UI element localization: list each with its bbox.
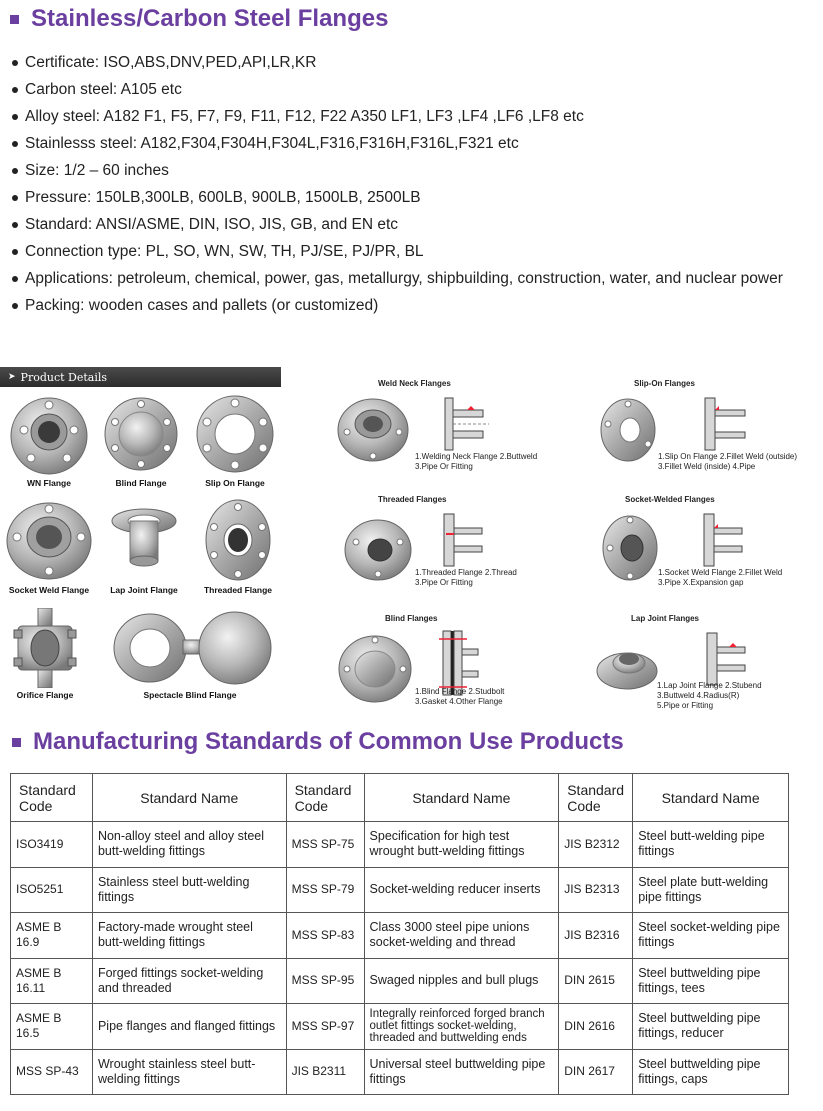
table-row <box>11 867 789 913</box>
diagram-desc: 1.Welding Neck Flange 2.Buttweld <box>415 452 538 461</box>
spec-item: Connection type: PL, SO, WN, SW, TH, PJ/SE, PJ/PR, BL <box>12 238 802 265</box>
table-cell: ISO3419 <box>11 822 93 868</box>
diagram-weld-neck <box>333 376 573 481</box>
section-title-standards <box>12 726 624 758</box>
diagram-blind <box>335 611 580 716</box>
table-cell: Pipe flanges and flanged fittings <box>92 1004 286 1050</box>
col-header: Standard Name <box>633 774 789 822</box>
table-cell: Factory-made wrought steel butt-welding fittings <box>92 913 286 959</box>
wn-flange-icon <box>9 392 89 476</box>
spec-item: Packing: wooden cases and pallets (or customized) <box>12 292 802 319</box>
table-cell: MSS SP-83 <box>286 913 364 959</box>
flanges-title: Stainless/Carbon Steel Flanges <box>31 5 389 32</box>
table-cell: JIS B2311 <box>286 1049 364 1095</box>
slip-on-diagram-flange-icon <box>598 394 658 464</box>
diagram-title: Lap Joint Flanges <box>631 614 700 623</box>
slip-on-section-icon <box>701 396 751 452</box>
col-header: Standard Name <box>92 774 286 822</box>
diagram-socket-welded <box>600 492 822 597</box>
table-cell: Socket-welding reducer inserts <box>364 867 559 913</box>
arrow-right-icon: ➤ <box>8 372 16 382</box>
table-cell: Steel butt-welding pipe fittings <box>633 822 789 868</box>
table-cell: Swaged nipples and bull plugs <box>364 958 559 1004</box>
table-header-row <box>11 774 789 822</box>
table-cell: Integrally reinforced forged branch outlet fittings socket-welding, threaded and buttwelding ends <box>364 1004 559 1050</box>
spec-item: Carbon steel: A105 etc <box>12 76 802 103</box>
col-header: Standard Code <box>286 774 364 822</box>
product-label: Spectacle Blind Flange <box>143 690 237 700</box>
product-label: Slip On Flange <box>205 478 265 488</box>
table-cell: DIN 2617 <box>559 1049 633 1095</box>
table-row <box>11 822 789 868</box>
table-cell: Steel socket-welding pipe fittings <box>633 913 789 959</box>
threaded-section-icon <box>440 512 490 568</box>
spec-item: Certificate: ISO,ABS,DNV,PED,API,LR,KR <box>12 49 802 76</box>
spectacle-blind-flange-icon <box>105 608 275 688</box>
table-cell: DIN 2616 <box>559 1004 633 1050</box>
product-details-label: Product Details <box>20 370 108 384</box>
diagram-desc: 1.Slip On Flange 2.Fillet Weld (outside) <box>658 452 798 461</box>
diagram-desc: 3.Fillet Weld (inside) 4.Pipe <box>658 462 756 471</box>
product-label: Orifice Flange <box>16 690 74 700</box>
table-cell: Steel buttwelding pipe fittings, reducer <box>633 1004 789 1050</box>
table-cell: Forged fittings socket-welding and threaded <box>92 958 286 1004</box>
product-spectacle-blind-flange <box>95 608 285 700</box>
diagram-desc: 1.Blind Flange 2.Studbolt <box>415 687 505 696</box>
blind-flange-icon <box>101 392 181 476</box>
blind-diagram-flange-icon <box>337 629 415 705</box>
product-label: WN Flange <box>27 478 71 488</box>
spec-item: Applications: petroleum, chemical, power, gas, metallurgy, shipbuilding, construction, water, and nuclear power <box>12 265 802 292</box>
table-cell: ISO5251 <box>11 867 93 913</box>
diagram-desc: 1.Lap Joint Flange 2.Stubend <box>657 681 762 690</box>
lap-joint-section-icon <box>703 631 753 687</box>
threaded-flange-icon <box>202 497 274 583</box>
product-threaded-flange <box>192 497 284 595</box>
col-header: Standard Name <box>364 774 559 822</box>
socket-weld-flange-icon <box>3 497 95 583</box>
table-cell: ASME B 16.11 <box>11 958 93 1004</box>
table-cell: Specification for high test wrought butt-welding fittings <box>364 822 559 868</box>
product-label: Socket Weld Flange <box>8 585 90 595</box>
diagram-title: Weld Neck Flanges <box>378 379 451 388</box>
diagram-desc: 3.Pipe X.Expansion gap <box>658 578 744 587</box>
table-cell: Wrought stainless steel butt-welding fittings <box>92 1049 286 1095</box>
slip-on-flange-icon <box>195 392 275 476</box>
product-label: Lap Joint Flange <box>110 585 178 595</box>
table-cell: Class 3000 steel pipe unions socket-welding and thread <box>364 913 559 959</box>
diagram-desc: 3.Gasket 4.Other Flange <box>415 697 503 706</box>
lap-joint-flange-icon <box>102 497 186 583</box>
table-row <box>11 913 789 959</box>
diagram-title: Blind Flanges <box>385 614 438 623</box>
spec-item: Pressure: 150LB,300LB, 600LB, 900LB, 1500LB, 2500LB <box>12 184 802 211</box>
diagram-title: Threaded Flanges <box>378 495 447 504</box>
table-cell: JIS B2316 <box>559 913 633 959</box>
product-wn-flange <box>3 392 95 488</box>
table-row <box>11 1004 789 1050</box>
socket-welded-diagram-flange-icon <box>600 510 660 582</box>
product-socket-weld-flange <box>0 497 98 595</box>
product-details-bar <box>0 367 281 387</box>
diagram-desc: 3.Pipe Or Fitting <box>415 578 473 587</box>
spec-item: Size: 1/2 – 60 inches <box>12 157 802 184</box>
table-cell: JIS B2312 <box>559 822 633 868</box>
product-orifice-flange <box>3 608 87 700</box>
diagram-title: Slip-On Flanges <box>634 379 695 388</box>
table-cell: MSS SP-79 <box>286 867 364 913</box>
section-title-flanges <box>10 4 388 34</box>
orifice-flange-icon <box>10 608 80 688</box>
table-cell: DIN 2615 <box>559 958 633 1004</box>
weld-neck-flange-icon <box>335 394 415 464</box>
product-lap-joint-flange <box>98 497 190 595</box>
diagram-desc: 5.Pipe or Fitting <box>657 701 714 710</box>
table-cell: MSS SP-97 <box>286 1004 364 1050</box>
diagram-desc: 1.Socket Weld Flange 2.Fillet Weld <box>658 568 783 577</box>
diagram-desc: 3.Pipe Or Fitting <box>415 462 473 471</box>
spec-item: Stainlesss steel: A182,F304,F304H,F304L,F316,F316H,F316L,F321 etc <box>12 130 802 157</box>
product-label: Threaded Flange <box>203 585 272 595</box>
table-row <box>11 1049 789 1095</box>
col-header: Standard Code <box>11 774 93 822</box>
table-cell: Steel plate butt-welding pipe fittings <box>633 867 789 913</box>
diagram-threaded <box>340 492 580 597</box>
table-cell: ASME B 16.9 <box>11 913 93 959</box>
diagram-desc: 3.Buttweld 4.Radius(R) <box>657 691 740 700</box>
table-cell: ASME B 16.5 <box>11 1004 93 1050</box>
product-slip-on-flange <box>189 392 281 488</box>
product-blind-flange <box>95 392 187 488</box>
lap-joint-diagram-flange-icon <box>595 633 659 693</box>
diagram-slip-on <box>596 376 821 481</box>
table-cell: Non-alloy steel and alloy steel butt-welding fittings <box>92 822 286 868</box>
table-row <box>11 958 789 1004</box>
table-cell: Steel buttwelding pipe fittings, caps <box>633 1049 789 1095</box>
bullet-square-icon <box>12 738 21 747</box>
threaded-diagram-flange-icon <box>342 512 414 584</box>
table-cell: Universal steel buttwelding pipe fittings <box>364 1049 559 1095</box>
table-cell: MSS SP-75 <box>286 822 364 868</box>
table-cell: Stainless steel butt-welding fittings <box>92 867 286 913</box>
product-label: Blind Flange <box>115 478 167 488</box>
diagram-desc: 1.Threaded Flange 2.Thread <box>415 568 517 577</box>
weld-neck-section-icon <box>441 396 491 452</box>
table-cell: JIS B2313 <box>559 867 633 913</box>
standards-title: Manufacturing Standards of Common Use Products <box>33 728 624 755</box>
diagram-title: Socket-Welded Flanges <box>625 495 715 504</box>
socket-welded-section-icon <box>700 512 750 568</box>
bullet-square-icon <box>10 15 19 24</box>
table-cell: MSS SP-95 <box>286 958 364 1004</box>
spec-item: Alloy steel: A182 F1, F5, F7, F9, F11, F12, F22 A350 LF1, LF3 ,LF4 ,LF6 ,LF8 etc <box>12 103 802 130</box>
diagram-lap-joint <box>595 611 822 716</box>
table-cell: MSS SP-43 <box>11 1049 93 1095</box>
table-cell: Steel buttwelding pipe fittings, tees <box>633 958 789 1004</box>
specs-list <box>12 49 802 319</box>
standards-table <box>10 773 789 1095</box>
col-header: Standard Code <box>559 774 633 822</box>
spec-item: Standard: ANSI/ASME, DIN, ISO, JIS, GB, and EN etc <box>12 211 802 238</box>
